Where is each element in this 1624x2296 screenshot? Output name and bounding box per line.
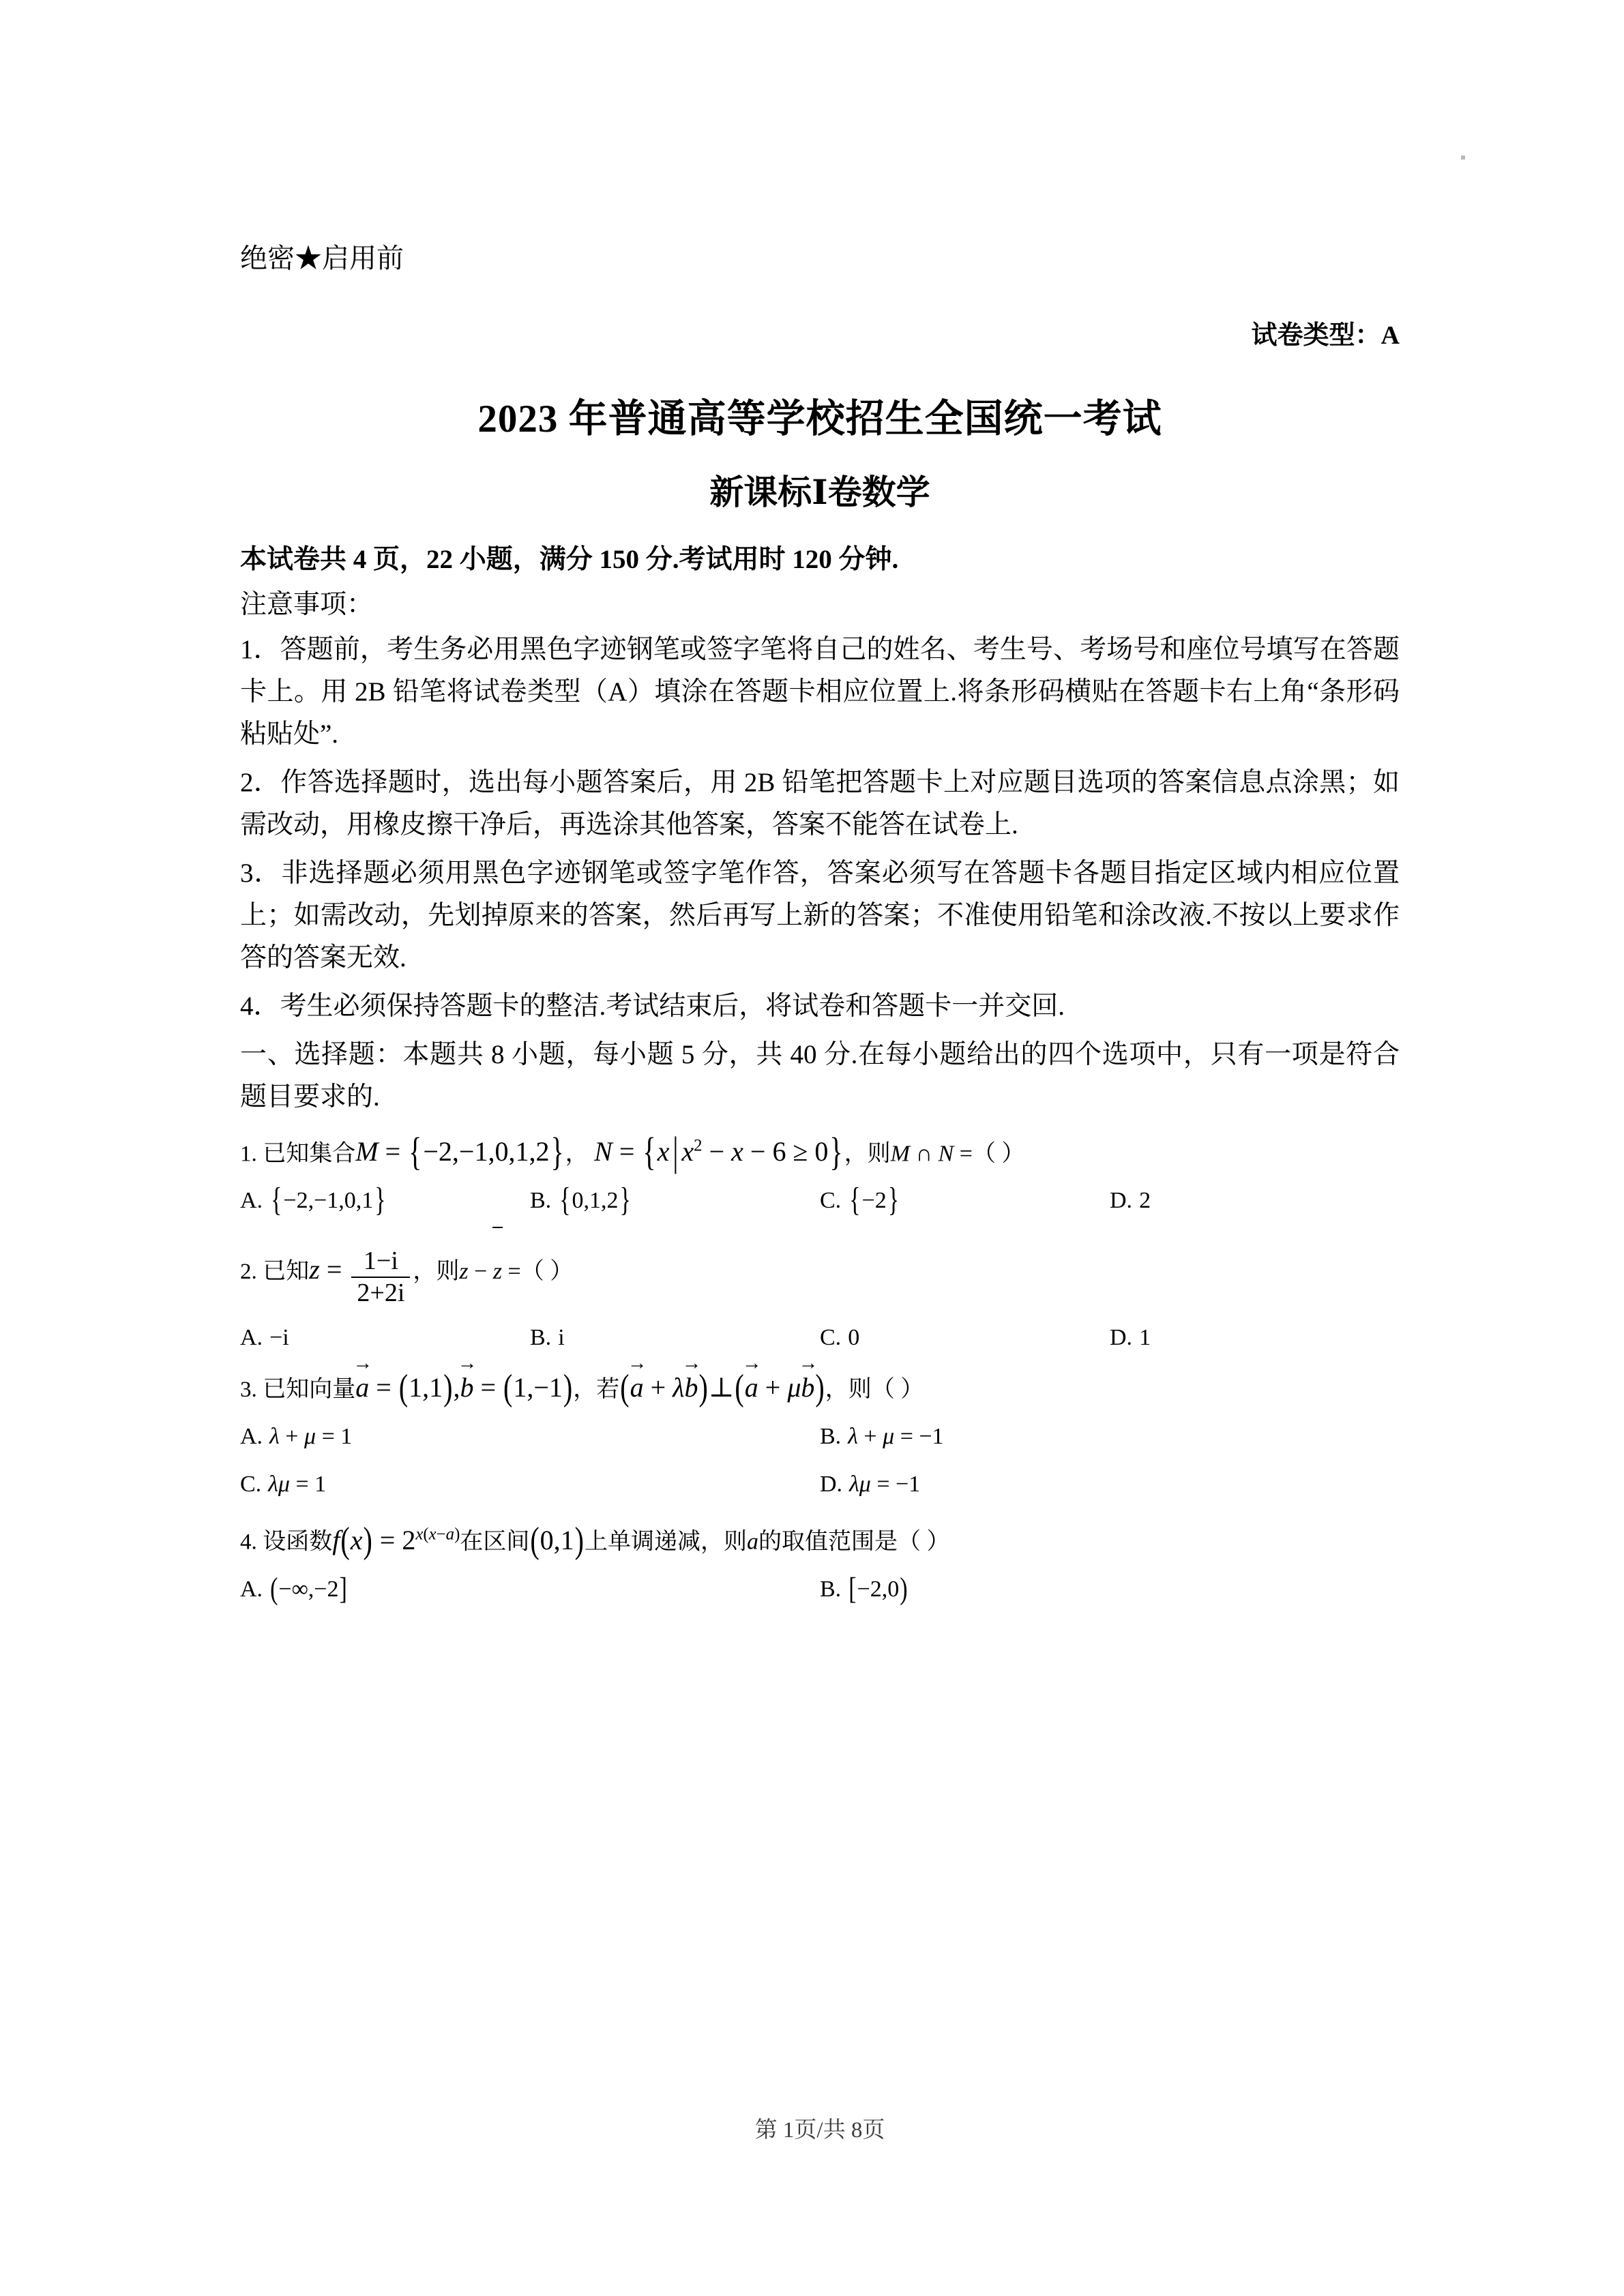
option-label: B.: [530, 1325, 552, 1351]
option-value: −i: [269, 1325, 289, 1351]
question-1-option-a[interactable]: [240, 1179, 530, 1223]
option-label: B.: [820, 1424, 842, 1450]
question-3-stem: [240, 1367, 1400, 1411]
option-value: [−2,0): [848, 1572, 908, 1606]
question-3-options-row-2: [240, 1463, 1400, 1506]
option-value: λ + μ = −1: [848, 1424, 944, 1450]
question-4-stem: [240, 1513, 1400, 1563]
question-1-option-d[interactable]: [1110, 1179, 1400, 1223]
question-2-stem: [240, 1229, 1400, 1312]
option-label: A.: [240, 1325, 263, 1351]
question-4-interval: (0,1): [530, 1519, 584, 1561]
option-value: 2: [1139, 1188, 1151, 1214]
option-value: {−2}: [849, 1182, 900, 1219]
question-2-stem-mid: ，则: [413, 1259, 460, 1285]
question-3-option-b[interactable]: [820, 1415, 1400, 1459]
option-label: D.: [1110, 1325, 1133, 1351]
question-4-option-a[interactable]: [240, 1568, 820, 1611]
option-label: D.: [820, 1472, 843, 1497]
paper-type-label: 试卷类型：A: [1251, 321, 1400, 350]
question-1-relation: M ∩ N =: [890, 1141, 973, 1167]
notice-item-2: 2．作答选择题时，选出每小题答案后，用 2B 铅笔把答题卡上对应题目选项的答案信息点涂黑；如需改动，用橡皮擦干净后，再选涂其他答案，答案不能答在试卷上.: [240, 768, 1400, 839]
option-value: λμ = −1: [849, 1472, 921, 1497]
question-3: [240, 1367, 1400, 1506]
option-value: 0: [848, 1325, 860, 1351]
question-2-option-d[interactable]: [1110, 1316, 1400, 1360]
question-2-answer-blank: （ ）: [520, 1259, 574, 1285]
question-3-stem-mid2: ，则（ ）: [825, 1377, 924, 1403]
notice-item-1: 1．答题前，考生务必用黑色字迹钢笔或签字笔将自己的姓名、考生号、考场号和座位号填写在答题卡上。用 2B 铅笔将试卷类型（A）填涂在答题卡相应位置上.将条形码横贴在答题卡右上角“条形码粘贴处”.: [240, 635, 1400, 749]
section-one-heading: 一、选择题：本题共 8 小题，每小题 5 分，共 40 分.在每小题给出的四个选项中，只有一项是符合题目要求的.: [240, 1040, 1400, 1112]
question-4-stem-prefix: 设函数: [263, 1529, 333, 1555]
question-1-stem: [240, 1125, 1400, 1175]
question-2: [240, 1229, 1400, 1360]
option-value: (−∞,−2]: [270, 1572, 347, 1606]
question-2-stem-prefix: 已知: [263, 1259, 310, 1285]
question-1-stem-prefix: 已知集合: [263, 1141, 356, 1167]
scan-speck: [1461, 155, 1465, 160]
question-3-options-row-1: [240, 1415, 1400, 1459]
question-2-relation: z − z =: [459, 1259, 520, 1284]
question-3-condition: (a → + λb →)⊥(a → + μb →): [619, 1372, 825, 1403]
question-4-function: $f(x) = 2^{x(x-a)}$: [332, 1519, 460, 1561]
question-4-option-b[interactable]: [820, 1568, 1400, 1611]
notice-heading: 注意事项：: [240, 590, 374, 619]
option-value: i: [558, 1325, 565, 1351]
question-3-option-a[interactable]: [240, 1415, 820, 1459]
question-4-stem-mid2: 上单调递减，则: [584, 1529, 747, 1555]
option-label: C.: [240, 1472, 262, 1497]
option-label: A.: [240, 1576, 263, 1602]
question-1-stem-mid: ，: [565, 1141, 589, 1167]
question-4-variable: a: [746, 1529, 758, 1555]
option-value: {−2,−1,0,1}: [271, 1182, 386, 1219]
option-label: C.: [820, 1325, 842, 1351]
question-1-option-b[interactable]: [530, 1179, 820, 1223]
question-3-option-c[interactable]: [240, 1463, 820, 1506]
option-value: 1: [1139, 1325, 1151, 1351]
question-1-option-c[interactable]: [820, 1179, 1110, 1223]
page-footer: 第 1页/共 8页: [754, 2118, 885, 2143]
option-value: λμ = 1: [268, 1472, 327, 1497]
option-value: λ + μ = 1: [269, 1424, 353, 1450]
question-1: [240, 1125, 1400, 1223]
question-3-option-d[interactable]: [820, 1463, 1400, 1506]
question-3-vectors: a → = (1,1),b → = (1,−1): [355, 1372, 573, 1403]
question-2-options: [240, 1316, 1400, 1360]
document-body: [240, 539, 1400, 1611]
page-subtitle: 新课标Ⅰ卷数学: [709, 473, 930, 511]
question-3-number: 3.: [240, 1377, 257, 1403]
question-2-option-c[interactable]: [820, 1316, 1110, 1360]
option-label: A.: [240, 1424, 263, 1450]
secret-label: 绝密★启用前: [240, 243, 404, 273]
page-title: 2023 年普通高等学校招生全国统一考试: [477, 398, 1162, 441]
question-1-stem-mid2: ，则: [844, 1141, 891, 1167]
question-2-number: 2.: [240, 1259, 257, 1285]
question-3-stem-prefix: 已知向量: [263, 1377, 356, 1403]
question-4-number: 4.: [240, 1530, 257, 1555]
question-1-set-n: N = {x | $x^2 - x - 6 \ge 0$}: [594, 1128, 843, 1175]
question-1-number: 1.: [240, 1142, 257, 1167]
question-4-stem-mid: 在区间: [460, 1529, 530, 1555]
question-4-options: [240, 1568, 1400, 1611]
option-label: B.: [820, 1576, 842, 1602]
notice-item-3: 3．非选择题必须用黑色字迹钢笔或签字笔作答，答案必须写在答题卡各题目指定区域内相应位置上；如需改动，先划掉原来的答案，然后再写上新的答案；不准使用铅笔和涂改液.不按以上要求作答的答案无效.: [240, 859, 1400, 972]
exam-info-line: 本试卷共 4 页，22 小题，满分 150 分.考试用时 120 分钟.: [240, 545, 899, 574]
question-1-set-m: M = {−2,−1,0,1,2}: [355, 1129, 564, 1174]
option-value: {0,1,2}: [559, 1182, 631, 1219]
question-4: [240, 1513, 1400, 1611]
option-label: A.: [240, 1188, 263, 1214]
notice-item-4: 4．考生必须保持答题卡的整洁.考试结束后，将试卷和答题卡一并交回.: [240, 992, 1065, 1021]
question-1-answer-blank: （ ）: [972, 1141, 1025, 1167]
question-2-expression: z = $\frac{1-i}{2+2i}$: [309, 1254, 413, 1285]
question-2-option-a[interactable]: [240, 1316, 530, 1360]
question-3-stem-mid: ，若: [573, 1377, 620, 1403]
option-label: D.: [1110, 1188, 1133, 1214]
question-2-option-b[interactable]: [530, 1316, 820, 1360]
question-4-stem-suffix: 的取值范围是（ ）: [758, 1529, 950, 1555]
option-label: C.: [820, 1188, 842, 1214]
option-label: B.: [530, 1188, 552, 1214]
question-1-options: [240, 1179, 1400, 1223]
